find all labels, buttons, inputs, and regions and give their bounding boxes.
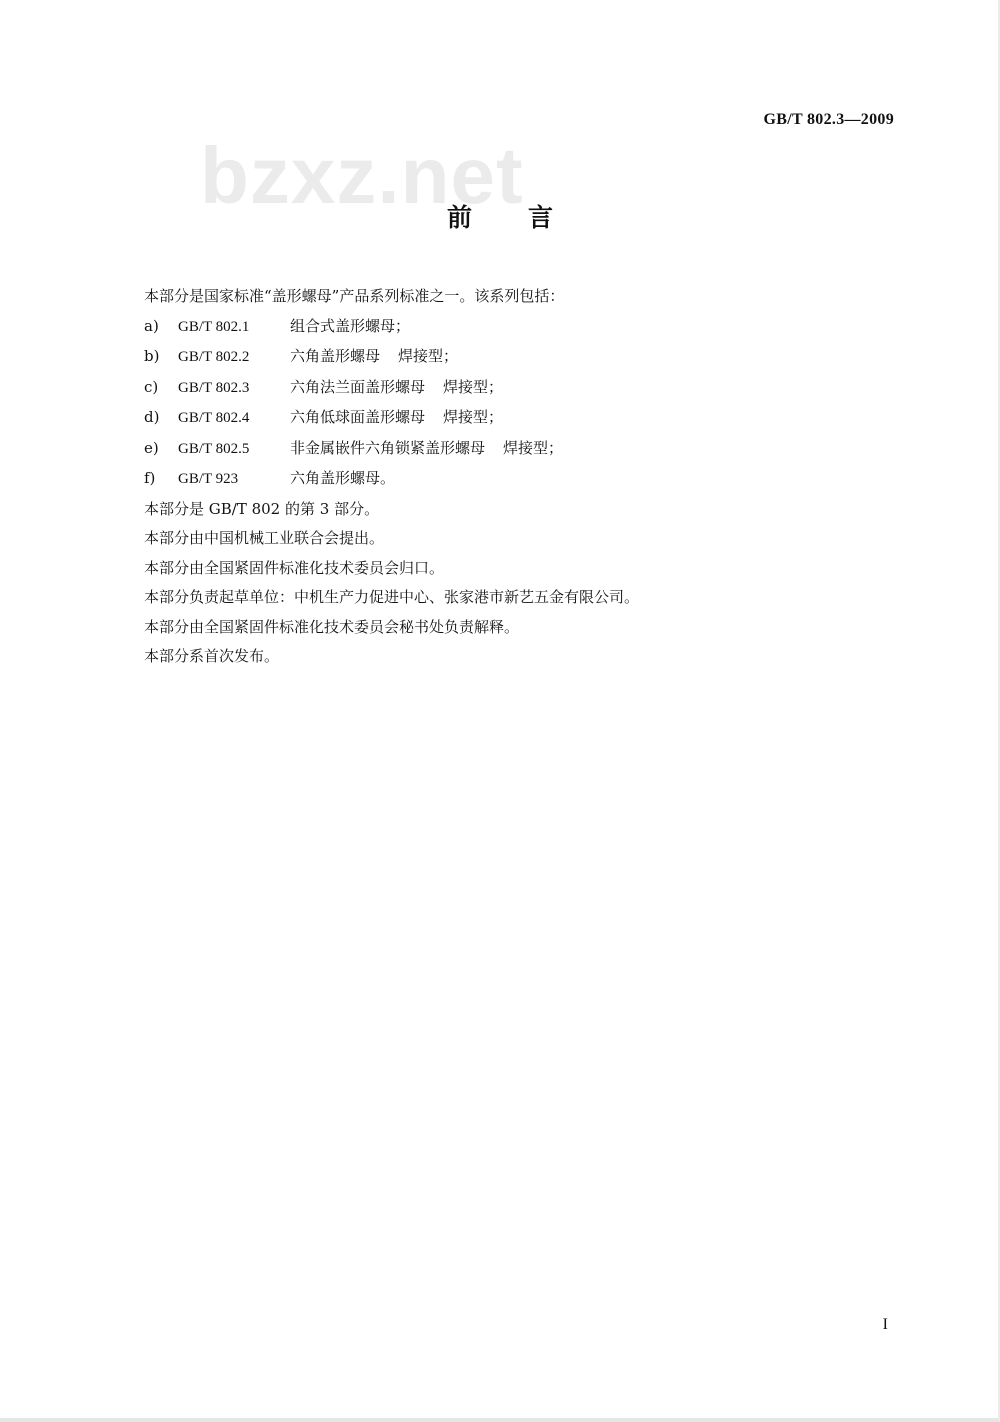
- statement-drafting-units: 本部分负责起草单位：中机生产力促进中心、张家港市新艺五金有限公司。: [144, 588, 640, 606]
- list-item: [144, 403, 884, 434]
- watermark: bzxz.net: [200, 131, 524, 220]
- standard-code: GB/T 802.3—2009: [763, 111, 894, 128]
- standard-reference: GB/T 802.4: [178, 410, 250, 426]
- list-marker: d): [144, 408, 160, 426]
- standard-reference: GB/T 923: [178, 471, 239, 487]
- list-marker: a): [144, 316, 159, 335]
- item-name: 六角盖形螺母。: [290, 469, 396, 487]
- item-name: 六角低球面盖形螺母: [290, 408, 426, 426]
- item-name: 六角盖形螺母: [290, 347, 381, 365]
- item-name: 六角法兰面盖形螺母: [290, 377, 426, 396]
- intro-paragraph: 本部分是国家标准“盖形螺母”产品系列标准之一。该系列包括：: [144, 287, 565, 305]
- page-title: 前言: [446, 203, 609, 232]
- page-number: I: [882, 1316, 888, 1333]
- item-suffix: 焊接型；: [503, 438, 564, 457]
- list-item: [144, 342, 884, 373]
- statement-first-release: 本部分系首次发布。: [144, 647, 280, 665]
- foreword-body: [144, 282, 884, 672]
- statement-technical-committee: 本部分由全国紧固件标准化技术委员会归口。: [144, 558, 445, 577]
- list-marker: b): [144, 347, 160, 365]
- standard-reference: GB/T 802.5: [178, 440, 250, 457]
- item-name: 非金属嵌件六角锁紧盖形螺母: [290, 438, 486, 457]
- list-marker: c): [144, 377, 159, 396]
- item-suffix: 焊接型；: [443, 408, 504, 426]
- standard-reference: GB/T 802.1: [178, 318, 250, 335]
- list-marker: e): [144, 438, 159, 457]
- item-suffix: 焊接型；: [443, 377, 504, 396]
- item-name: 组合式盖形螺母；: [290, 316, 411, 335]
- statement-interpretation: 本部分由全国紧固件标准化技术委员会秘书处负责解释。: [144, 617, 520, 636]
- statement-proposer: 本部分由中国机械工业联合会提出。: [144, 529, 385, 547]
- standard-reference: GB/T 802.2: [178, 349, 250, 365]
- list-item: [144, 434, 884, 465]
- standard-reference: GB/T 802.3: [178, 379, 250, 396]
- list-item: [144, 373, 884, 404]
- list-item: [144, 312, 884, 343]
- list-item: [144, 464, 884, 495]
- statement-part-number: 本部分是 GB/T 802 的第 3 部分。: [144, 499, 380, 518]
- list-marker: f): [144, 469, 156, 487]
- item-suffix: 焊接型；: [398, 347, 459, 365]
